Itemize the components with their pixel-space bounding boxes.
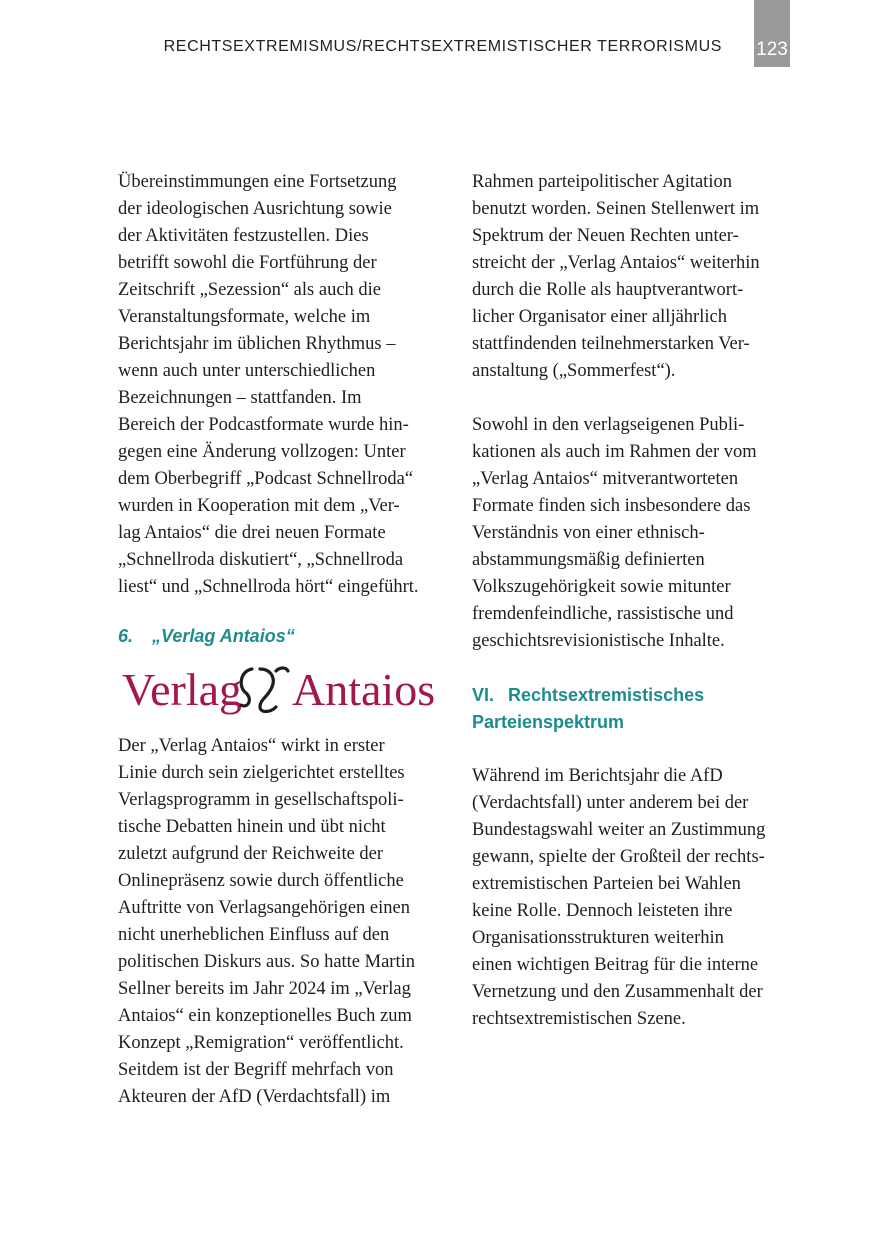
text-line: Linie durch sein zielgerichtet erstelltes: [118, 763, 405, 783]
logo-word-right: Antaios: [292, 664, 436, 715]
intro-paragraph: [118, 169, 443, 601]
paragraph-3: [472, 763, 797, 1033]
verlag-antaios-logo: [120, 661, 440, 723]
text-line: wurden in Kooperation mit dem „Ver-: [118, 496, 400, 516]
section-heading-vi: [472, 682, 797, 736]
text-line: durch die Rolle als hauptverantwort-: [472, 280, 744, 300]
text-line: Antaios“ ein konzeptionelles Buch zum: [118, 1006, 412, 1026]
text-line: Sowohl in den verlagseigenen Publi-: [472, 415, 745, 435]
text-line: licher Organisator einer alljährlich: [472, 307, 727, 327]
text-line: „Verlag Antaios“ mitverantworteten: [472, 469, 739, 489]
text-line: extremistischen Parteien bei Wahlen: [472, 874, 741, 894]
text-line: Berichtsjahr im üblichen Rhythmus –: [118, 334, 396, 354]
text-line: Bundestagswahl weiter an Zustimmung: [472, 820, 766, 840]
text-line: zuletzt aufgrund der Reichweite der: [118, 844, 384, 864]
text-line: keine Rolle. Dennoch leisteten ihre: [472, 901, 733, 921]
text-line: Während im Berichtsjahr die AfD: [472, 766, 723, 786]
text-line: Seitdem ist der Begriff mehrfach von: [118, 1060, 394, 1080]
text-line: Veranstaltungsformate, welche im: [118, 307, 371, 327]
text-line: fremdenfeindliche, rassistische und: [472, 604, 734, 624]
paragraph-gap: [472, 655, 797, 682]
text-line: streicht der „Verlag Antaios“ weiterhin: [472, 253, 760, 273]
text-line: Übereinstimmungen eine Fortsetzung: [118, 172, 397, 192]
text-line: lag Antaios“ die drei neuen Formate: [118, 523, 386, 543]
text-line: stattfindenden teilnehmerstarken Ver-: [472, 334, 750, 354]
text-line: Rahmen parteipolitischer Agitation: [472, 172, 732, 192]
running-header: RECHTSEXTREMISMUS/RECHTSEXTREMISTISCHER TERRORISMUS: [163, 38, 722, 55]
text-line: politischen Diskurs aus. So hatte Martin: [118, 952, 415, 972]
text-line: Formate finden sich insbesondere das: [472, 496, 751, 516]
paragraph-gap: [472, 385, 797, 412]
text-line: nicht unerheblichen Einfluss auf den: [118, 925, 390, 945]
text-line: Organisationsstrukturen weiterhin: [472, 928, 724, 948]
text-line: liest“ und „Schnellroda hört“ eingeführt.: [118, 577, 419, 597]
text-line: gegen eine Änderung vollzogen: Unter: [118, 442, 406, 462]
text-line: rechtsextremistischen Szene.: [472, 1009, 686, 1029]
text-line: Volkszugehörigkeit sowie mitunter: [472, 577, 731, 597]
text-line: Onlinepräsenz sowie durch öffentliche: [118, 871, 404, 891]
text-line: der ideologischen Ausrichtung sowie: [118, 199, 392, 219]
paragraph-gap: [472, 736, 797, 763]
section-number: 6.: [118, 626, 134, 646]
text-line: dem Oberbegriff „Podcast Schnellroda“: [118, 469, 414, 489]
text-line: betrifft sowohl die Fortführung der: [118, 253, 377, 273]
text-line: (Verdachtsfall) unter anderem bei der: [472, 793, 749, 813]
text-line: Spektrum der Neuen Rechten unter-: [472, 226, 739, 246]
text-line: Akteuren der AfD (Verdachtsfall) im: [118, 1087, 391, 1107]
text-line: Bereich der Podcastformate wurde hin-: [118, 415, 409, 435]
text-line: einen wichtigen Beitrag für die interne: [472, 955, 759, 975]
text-line: Zeitschrift „Sezession“ als auch die: [118, 280, 382, 300]
left-column: [118, 169, 443, 1111]
text-line: Vernetzung und den Zusammenhalt der: [472, 982, 763, 1002]
text-line: Bezeichnungen – stattfanden. Im: [118, 388, 362, 408]
section-title-line-1: Rechtsextremistisches: [508, 685, 705, 705]
text-line: wenn auch unter unterschiedlichen: [118, 361, 376, 381]
text-line: kationen als auch im Rahmen der vom: [472, 442, 757, 462]
paragraph-1: [472, 169, 797, 385]
text-line: gewann, spielte der Großteil der rechts-: [472, 847, 765, 867]
right-column: [472, 169, 797, 1033]
text-line: Verständnis von einer ethnisch-: [472, 523, 705, 543]
text-line: der Aktivitäten festzustellen. Dies: [118, 226, 369, 246]
serpent-icon: [241, 668, 288, 712]
text-line: Verlagsprogramm in gesellschaftspoli-: [118, 790, 404, 810]
text-line: tische Debatten hinein und übt nicht: [118, 817, 386, 837]
text-line: Auftritte von Verlagsangehörigen einen: [118, 898, 410, 918]
text-line: geschichtsrevisionistische Inhalte.: [472, 631, 725, 651]
text-line: anstaltung („Sommerfest“).: [472, 361, 676, 381]
page-number: 123: [756, 39, 788, 60]
text-line: abstammungsmäßig definierten: [472, 550, 705, 570]
text-line: Konzept „Remigration“ veröffentlicht.: [118, 1033, 404, 1053]
section-heading-line: [472, 682, 797, 709]
body-paragraph: [118, 733, 443, 1111]
text-line: benutzt worden. Seinen Stellenwert im: [472, 199, 760, 219]
page-number-tab: [754, 0, 790, 67]
text-line: Der „Verlag Antaios“ wirkt in erster: [118, 736, 385, 756]
section-title-line-2: Parteienspektrum: [472, 712, 625, 732]
paragraph-2: [472, 412, 797, 655]
section-title: „Verlag Antaios“: [152, 626, 295, 646]
text-line: „Schnellroda diskutiert“, „Schnellroda: [118, 550, 404, 570]
section-number: VI.: [472, 685, 495, 705]
section-heading: [118, 623, 443, 659]
text-line: Sellner bereits im Jahr 2024 im „Verlag: [118, 979, 411, 999]
logo-word-left: Verlag: [122, 664, 243, 715]
